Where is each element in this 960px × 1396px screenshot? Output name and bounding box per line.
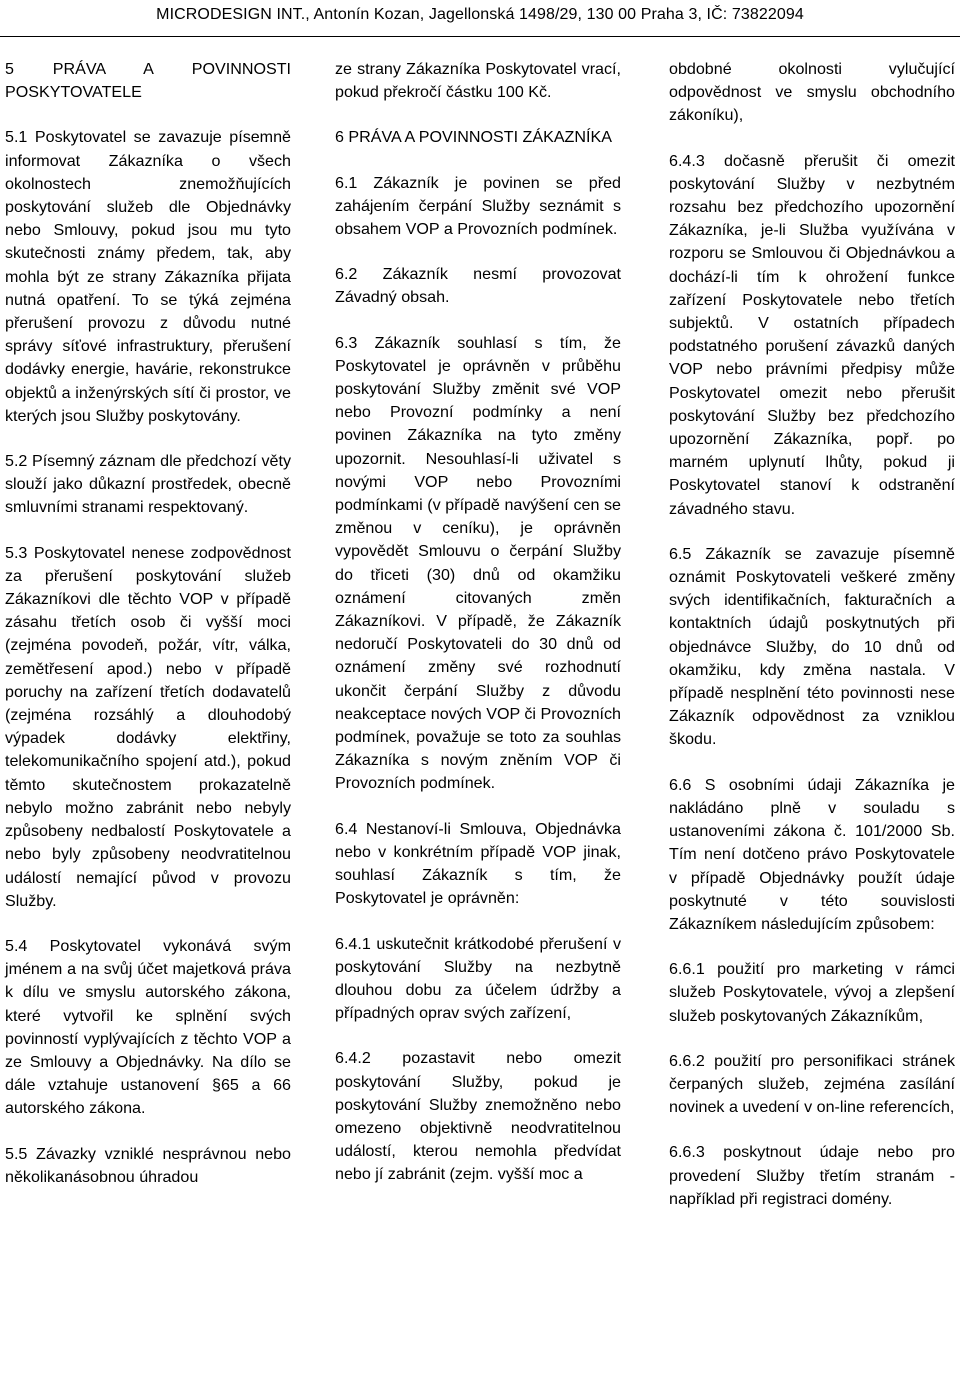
paragraph-6-2: 6.2 Zákazník nesmí provozovat Závadný obsah.	[335, 265, 621, 307]
paragraph-5-4: 5.4 Poskytovatel vykonává svým jménem a na svůj účet majetková práva k dílu ve smyslu autorského zákona, které vytvořil ke splnění svých povinností vyplývajících z těchto VOP a ze Smlouvy a Objednávky. Na dílo se dále vztahuje ustanovení §65 a 66 autorského zákona.	[5, 936, 291, 1118]
text-column-1	[5, 58, 291, 1189]
paragraph-6-4-1: 6.4.1 uskutečnit krátkodobé přerušení v poskytování Služby na nezbytně dlouhou dobu za účelem údržby a případných oprav svých zařízení,	[335, 934, 621, 1023]
paragraph-5-5-continued: ze strany Zákazníka Poskytovatel vrací, pokud překročí částku 100 Kč.	[335, 60, 621, 102]
paragraph-6-1: 6.1 Zákazník je povinen se před zahájením čerpání Služby seznámit s obsahem VOP a Provozních podmínek.	[335, 173, 621, 239]
paragraph-6-3: 6.3 Zákazník souhlasí s tím, že Poskytovatel je oprávněn v průběhu poskytování Služby změnit své VOP nebo Provozní podmínky a není povinen Zákazníka na tyto změny upozornit. Nesouhlasí-li uživatel s novými VOP nebo Provozními podmínkami (v případě navýšení cen se změnou v ceníku), je oprávněn vypovědět Smlouvu o čerpání Služby do třiceti (30) dnů od okamžiku oznámení citovaných změn Zákazníkovi. V případě, že Zákazník nedoručí Poskytovateli do 30 dnů od oznámení změny své rozhodnutí ukončit čerpání Služby z důvodu neakceptace nových VOP či Provozních podmínek, považuje se toto za souhlas Zákazníka s novým zněním VOP či Provozních podmínek.	[335, 333, 621, 793]
paragraph-6-6-1: 6.6.1 použití pro marketing v rámci služeb Poskytovatele, vývoj a zlepšení služeb poskytovaných Zákazníkům,	[669, 960, 955, 1025]
paragraph-5-5: 5.5 Závazky vzniklé nesprávnou nebo několikanásobnou úhradou	[5, 1144, 291, 1186]
paragraph-6-4-3: 6.4.3 dočasně přerušit či omezit poskytování Služby v nezbytném rozsahu bez předchozího upozornění Zákazníka, je-li Služba využívána v rozporu se Smlouvou či Objednávkou a dochází-li tím k ohrožení funkce zařízení Poskytovatele nebo třetích subjektů. V ostatních případech podstatného porušení závazků daných VOP nebo právními předpisy může Poskytovatel omezit nebo přerušit poskytování Služby bez předchozího upozornění Zákazníka, popř. po marném uplynutí lhůty, pokud ji Poskytovatel stanoví k odstranění závadného stavu.	[669, 151, 955, 518]
paragraph-6-6-3: 6.6.3 poskytnout údaje nebo pro provedení Služby třetím stranám - například při registraci domény.	[669, 1143, 955, 1208]
paragraph-6-4-2: 6.4.2 pozastavit nebo omezit poskytování Služby, pokud je poskytování Služby znemožněno nebo omezeno objektivně neodvratitelnou událostí, kterou nemohla předvídat nebo jí zabránit (zejm. vyšší moc a	[335, 1049, 621, 1184]
paragraph-5-1: 5.1 Poskytovatel se zavazuje písemně informovat Zákazníka o všech okolnostech znemožňujících poskytování služeb dle Objednávky nebo Smlouvy, pokud jsou mu tyto skutečnosti známy předem, tak, aby mohla být ze strany Zákazníka přijata nutná opatření. To se týká zejména přerušení provozu z důvodu nutné správy síťové infrastruktury, přerušení dodávky energie, havárie, rekonstrukce objektů a inženýrských sítí či prostor, ve kterých jsou Služby poskytovány.	[5, 128, 291, 425]
section-6-heading: 6 PRÁVA A POVINNOSTI ZÁKAZNÍKA	[335, 128, 612, 147]
paragraph-5-3: 5.3 Poskytovatel nenese zodpovědnost za přerušení poskytování služeb Zákazníkovi dle těchto VOP v případě zásahu třetích osob či vyšší moci (zejména povodeň, požár, vítr, válka, zemětřesení apod.) nebo v případě poruchy na zařízení třetích dodavatelů (zejména rozsáhlý a dlouhodobý výpadek dodávky elektřiny, telekomunikačního spojení atd.), pokud těmto skutečnostem prokazatelně nebylo možno zabránit nebo nebyly způsobeny nedbalostí Poskytovatele a nebo byly způsobeny neodvratitelnou událostí nemající původ v provozu Služby.	[5, 543, 291, 910]
paragraph-6-4: 6.4 Nestanoví-li Smlouva, Objednávka nebo v konkrétním případě VOP jinak, souhlasí Zákazník s tím, že Poskytovatel je oprávněn:	[335, 819, 621, 908]
text-column-3	[669, 58, 955, 1211]
text-column-2	[335, 58, 621, 1187]
paragraph-6-6: 6.6 S osobními údaji Zákazníka je nakládáno plně v souladu s ustanoveními zákona č. 101/2000 Sb. Tím není dotčeno právo Poskytovatele v případě Objednávky použít údaje poskytnuté v této souvislosti Zákazníkem následujícím způsobem:	[669, 775, 955, 933]
section-5-heading: 5 PRÁVA A POVINNOSTI POSKYTOVATELE	[5, 60, 291, 102]
paragraph-6-4-2-continued: obdobné okolnosti vylučující odpovědnost ve smyslu obchodního zákoníku),	[669, 60, 955, 125]
page-header: MICRODESIGN INT., Antonín Kozan, Jagellonská 1498/29, 130 00 Praha 3, IČ: 73822094	[156, 6, 804, 23]
paragraph-6-6-2: 6.6.2 použití pro personifikaci stránek čerpaných služeb, zejména zasílání novinek a uvedení v on-line referencích,	[669, 1051, 955, 1117]
header-divider	[0, 36, 960, 37]
paragraph-5-2: 5.2 Písemný záznam dle předchozí věty slouží jako důkazní prostředek, obecně smluvními stranami respektovaný.	[5, 452, 291, 517]
paragraph-6-5: 6.5 Zákazník se zavazuje písemně oznámit Poskytovateli veškeré změny svých identifikačních, fakturačních a kontaktních údajů poskytnutých při objednávce Služby, do 10 dnů od okamžiku, kdy změna nastala. V případě nesplnění této povinnosti nese Zákazník odpovědnost za vzniklou škodu.	[669, 544, 955, 749]
